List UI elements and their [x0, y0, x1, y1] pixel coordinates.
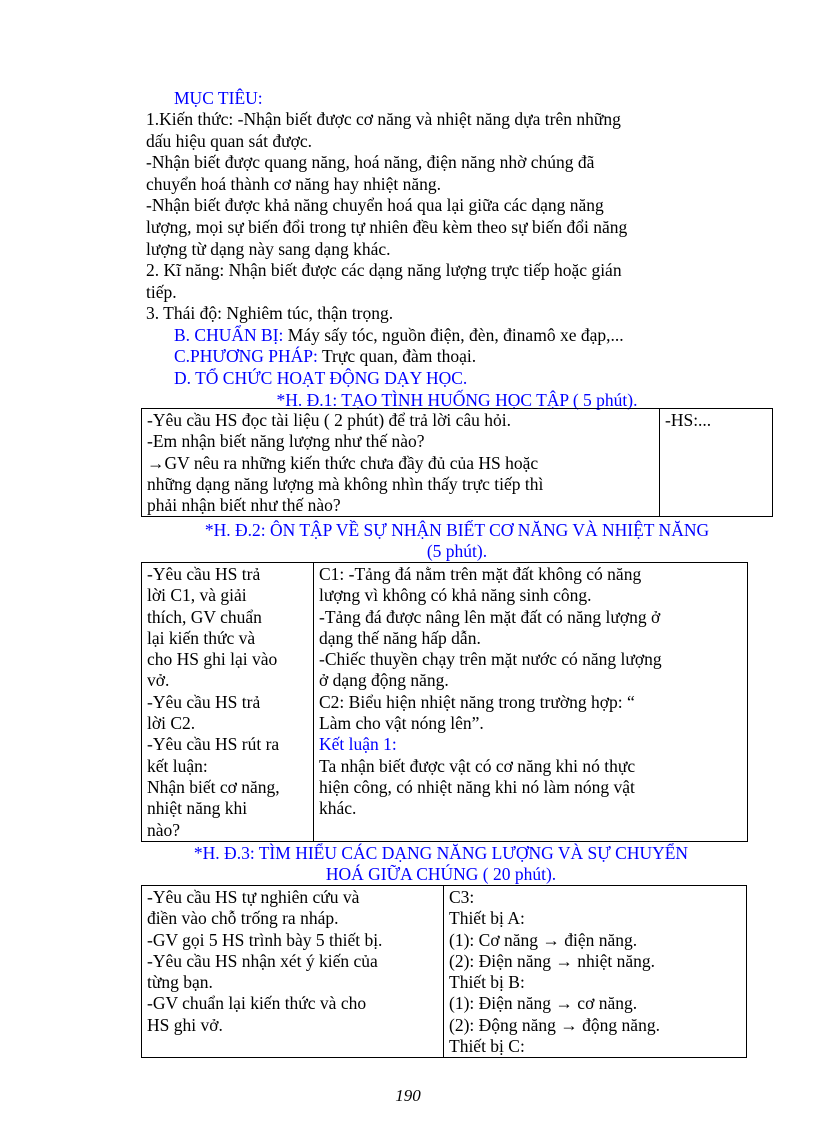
activity2-teacher-line: vở. [147, 670, 170, 691]
activity1-teacher-line: -Em nhận biết năng lượng như thế nào? [147, 431, 425, 452]
objectives-line: lượng từ dạng này sang dạng khác. [146, 238, 391, 259]
activity1-heading: *H. Đ.1: TẠO TÌNH HUỐNG HỌC TẬP ( 5 phút). [276, 390, 638, 410]
activity3-teacher-line: từng bạn. [147, 972, 213, 993]
activity1-table [141, 408, 773, 517]
activity2-teacher-line: -Yêu cầu HS rút ra [147, 734, 280, 755]
activity2-answer-line: -Chiếc thuyền chạy trên mặt nước có năng lượng [319, 649, 662, 670]
activity3-answer-line: Thiết bị B: [449, 972, 525, 993]
prep-text: Máy sấy tóc, nguồn điện, đèn, đinamô xe đạp,... [283, 325, 624, 345]
activity3-teacher-line: HS ghi vở. [147, 1014, 223, 1035]
activity2-answer-line: dạng thế năng hấp dẫn. [319, 627, 481, 648]
activity3-teacher-text [147, 887, 439, 1036]
objectives-line: 3. Thái độ: Nghiêm túc, thận trọng. [146, 303, 394, 324]
activity2-answer-line: C2: Biểu hiện nhiệt năng trong trường hợp: “ [319, 691, 635, 712]
objectives-heading: MỤC TIÊU: [174, 88, 263, 108]
organize-heading: D. TỔ CHỨC HOẠT ĐỘNG DẠY HỌC. [174, 368, 468, 388]
activity3-student-cell [444, 886, 747, 1058]
method-label: C.PHƯƠNG PHÁP: [174, 346, 318, 366]
activity1-teacher-line: phải nhận biết như thế nào? [147, 495, 341, 516]
activity3-answer-line: Thiết bị A: [449, 908, 525, 929]
activity2-heading-line1: *H. Đ.2: ÔN TẬP VỀ SỰ NHẬN BIẾT CƠ NĂNG VÀ NHIỆT NĂNG [204, 520, 710, 540]
activity2-answer-line: lượng vì không có khả năng sinh công. [319, 585, 592, 606]
activity3-teacher-line: -Yêu cầu HS tự nghiên cứu và [147, 887, 360, 907]
activity3-teacher-line: -Yêu cầu HS nhận xét ý kiến của [147, 950, 378, 971]
activity2-conclusion-text [319, 756, 743, 820]
objectives-line: dấu hiệu quan sát được. [146, 130, 312, 151]
activity2-student-cell [314, 563, 748, 842]
page-number: 190 [395, 1086, 421, 1105]
activity3-table [141, 885, 747, 1058]
activity3-answer-line: C3: [449, 887, 475, 907]
prep-label: B. CHUẨN BỊ: [174, 325, 284, 345]
activity2-answer-line: Làm cho vật nóng lên”. [319, 713, 484, 734]
activity3-answer-line: (2): Động năng → động năng. [449, 1014, 660, 1035]
activity1-student-text: -HS:... [665, 410, 712, 430]
prep-line [174, 325, 624, 346]
activity1-teacher-cell [142, 409, 660, 517]
objectives-line: tiếp. [146, 281, 177, 302]
activity2-teacher-text [147, 564, 309, 841]
activity2-teacher-line: thích, GV chuẩn [147, 606, 262, 627]
activity2-teacher-line: nhiệt năng khi [147, 798, 248, 819]
activity2-teacher-line: cho HS ghi lại vào [147, 649, 278, 670]
activity2-answer-line: C1: -Tảng đá nằm trên mặt đất không có năng [319, 564, 642, 584]
activity3-teacher-line: -GV chuẩn lại kiến thức và cho [147, 993, 367, 1014]
activity2-conclusion-line: hiện công, có nhiệt năng khi nó làm nóng vật [319, 776, 635, 797]
activity2-teacher-line: lời C1, và giải [147, 585, 247, 606]
objectives-line: 2. Kĩ năng: Nhận biết được các dạng năng lượng trực tiếp hoặc gián [146, 260, 622, 281]
activity2-answer-line: ở dạng động năng. [319, 670, 449, 691]
objectives-line: 1.Kiến thức: -Nhận biết được cơ năng và nhiệt năng dựa trên những [146, 109, 621, 129]
activity1-teacher-line: -Yêu cầu HS đọc tài liệu ( 2 phút) để trả lời câu hỏi. [147, 410, 512, 430]
activity2-teacher-line: lại kiến thức và [147, 627, 256, 648]
activity2-teacher-cell [142, 563, 314, 842]
activity2-teacher-line: nào? [147, 819, 181, 840]
activity2-answer-line: -Tảng đá được nâng lên mặt đất có năng lượng ở [319, 606, 661, 627]
objectives-line: lượng, mọi sự biến đổi trong tự nhiên đều kèm theo sự biến đổi năng [146, 217, 628, 237]
activity3-teacher-line: điền vào chỗ trống ra nháp. [147, 908, 339, 929]
activity2-teacher-line: kết luận: [147, 755, 208, 776]
activity2-conclusion-line: khác. [319, 798, 357, 819]
activity2-teacher-line: Nhận biết cơ năng, [147, 776, 280, 797]
activity2-conclusion-line: Ta nhận biết được vật có cơ năng khi nó thực [319, 755, 636, 776]
activity3-teacher-line: -GV gọi 5 HS trình bày 5 thiết bị. [147, 929, 383, 950]
activity3-teacher-cell [142, 886, 444, 1058]
objectives-line: chuyển hoá thành cơ năng hay nhiệt năng. [146, 173, 441, 194]
activity2-table [141, 562, 748, 842]
activity2-conclusion-label: Kết luận 1: [319, 734, 397, 755]
activity2-teacher-line: -Yêu cầu HS trả [147, 564, 261, 584]
method-text: Trực quan, đàm thoại. [317, 346, 477, 366]
objectives-line: -Nhận biết được khả năng chuyển hoá qua lại giữa các dạng năng [146, 195, 604, 216]
activity3-answer-line: Thiết bị C: [449, 1036, 525, 1057]
activity3-heading-line1: *H. Đ.3: TÌM HIỂU CÁC DẠNG NĂNG LƯỢNG VÀ SỰ CHUYỂN [193, 843, 689, 863]
activity3-answer-line: (1): Điện năng → cơ năng. [449, 993, 638, 1014]
activity3-answer-line: (1): Cơ năng → điện năng. [449, 929, 638, 950]
activity3-answer-line: (2): Điện năng → nhiệt năng. [449, 950, 656, 971]
activity3-answers [449, 887, 742, 1057]
activity2-heading-line2: (5 phút). [426, 541, 488, 561]
activity1-teacher-line: →GV nêu ra những kiến thức chưa đầy đủ của HS hoặc [147, 452, 539, 473]
activity2-answers [319, 564, 743, 734]
activity3-heading-line2: HOÁ GIỮA CHÚNG ( 20 phút). [325, 864, 557, 884]
objectives-line: -Nhận biết được quang năng, hoá năng, điện năng nhờ chúng đã [146, 152, 595, 173]
activity2-teacher-line: lời C2. [147, 713, 196, 734]
activity1-teacher-text [147, 410, 655, 516]
method-line [174, 346, 476, 367]
activity1-teacher-line: những dạng năng lượng mà không nhìn thấy trực tiếp thì [147, 473, 544, 494]
activity2-teacher-line: -Yêu cầu HS trả [147, 691, 261, 712]
activity1-student-cell [660, 409, 773, 517]
